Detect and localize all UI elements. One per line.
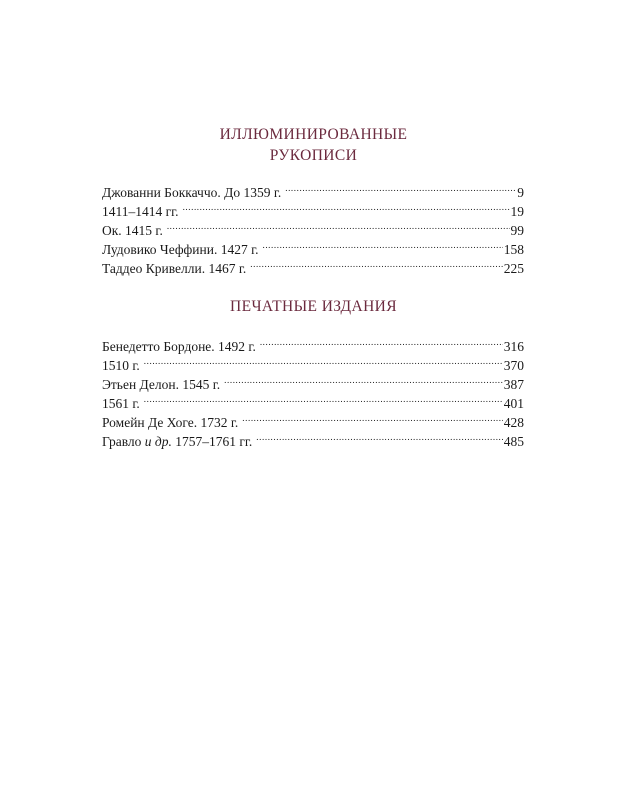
toc-entry-page: 387 [503,377,524,392]
toc-entry-title: Ромейн Де Хоге. 1732 г. [102,415,239,430]
toc-entry-page: 485 [503,434,524,449]
toc-dot-leader [224,370,503,389]
toc-dot-leader [144,389,503,408]
toc-entry-title: Ок. 1415 г. [102,223,163,238]
toc-entry-title: Лудовико Чеффини. 1427 г. [102,242,259,257]
toc-dot-leader [144,351,503,370]
toc-title-prefix: Гравло [102,434,145,449]
toc-list-printed-editions [102,332,524,449]
toc-dot-leader [242,408,502,427]
toc-entry-page: 158 [503,242,524,257]
toc-dot-leader [256,427,502,446]
toc-entry-title: 1510 г. [102,358,140,373]
toc-entry[interactable] [102,235,524,257]
toc-entry-title: Бенедетто Бордоне. 1492 г. [102,339,256,354]
toc-dot-leader [167,216,510,235]
toc-dot-leader [262,235,502,254]
toc-title-suffix: 1757–1761 гг. [171,434,253,449]
toc-dot-leader [183,197,510,216]
section-heading-illuminated-manuscripts [0,124,627,166]
toc-entry-page: 225 [503,261,524,276]
toc-entry[interactable] [102,389,524,411]
toc-entry-page: 428 [503,415,524,430]
toc-entry-title: 1561 г. [102,396,140,411]
toc-entry-title: Таддео Кривелли. 1467 г. [102,261,247,276]
toc-entry[interactable] [102,351,524,373]
toc-entry[interactable] [102,178,524,200]
toc-entry-page: 19 [510,204,524,219]
toc-entry-title [102,432,252,451]
toc-entry-page: 370 [503,358,524,373]
toc-entry-title: 1411–1414 гг. [102,204,179,219]
heading-line-1: ИЛЛЮМИНИРОВАННЫЕ [219,126,408,143]
toc-entry-title: Джованни Боккаччо. До 1359 г. [102,185,282,200]
toc-entry-page: 9 [517,185,524,200]
toc-title-italic: и др. [144,434,172,449]
toc-dot-leader [285,178,516,197]
heading-line: ПЕЧАТНЫЕ ИЗДАНИЯ [230,298,397,315]
toc-entry[interactable] [102,370,524,392]
toc-dot-leader [250,254,503,273]
toc-list-manuscripts [102,178,524,276]
section-heading-printed-editions [0,296,627,317]
toc-entry-title: Этьен Делон. 1545 г. [102,377,221,392]
toc-entry-page: 401 [503,396,524,411]
toc-entry[interactable] [102,332,524,354]
toc-entry[interactable] [102,408,524,430]
toc-entry-page: 99 [510,223,524,238]
toc-entry-page: 316 [503,339,524,354]
heading-line-2: РУКОПИСИ [269,147,358,164]
toc-dot-leader [260,332,503,351]
